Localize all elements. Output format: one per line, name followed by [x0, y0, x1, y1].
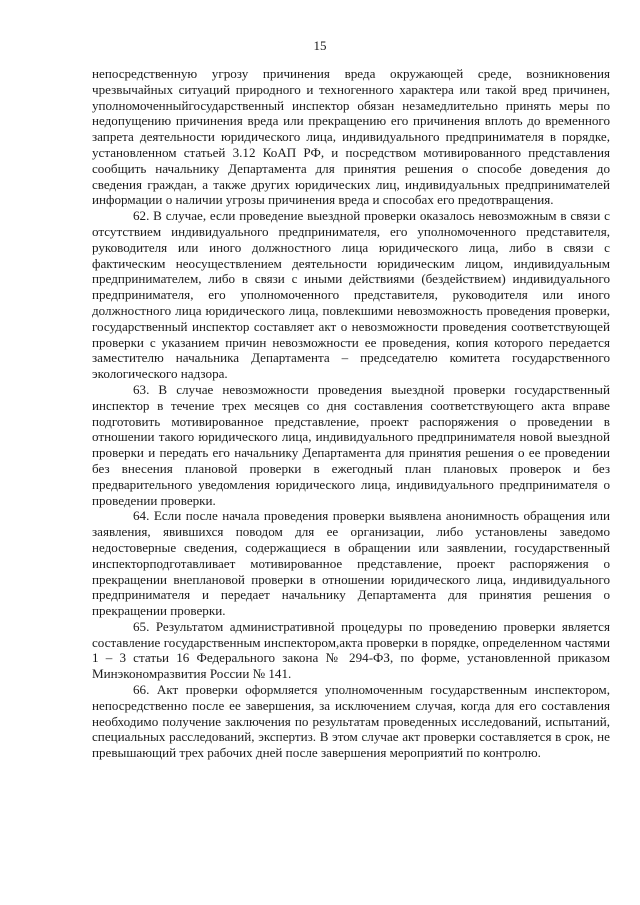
paragraph-66: 66. Акт проверки оформляется уполномоченным государственным инспектором, непосредственно после ее завершения, за исключением случая, когда для его составления необходимо получение заключения по результатам проведенных исследований, испытаний, специальных расследований, экспертиз. В этом случае акт проверки составляется в срок, не превышающий трех рабочих дней после завершения мероприятий по контролю. — [92, 682, 610, 761]
paragraph-62: 62. В случае, если проведение выездной проверки оказалось невозможным в связи с отсутствием индивидуального предпринимателя, его уполномоченного представителя, руководителя или иного должностного лица юридического лица, либо в связи с фактическим неосуществлением деятельности юридическим лицом, индивидуальным предпринимателем, либо в связи с иными действиями (бездействием) индивидуального предпринимателя, его уполномоченного представителя, руководителя или иного должностного лица юридического лица, повлекшими невозможность проведения проверки, государственный инспектор составляет акт о невозможности проведения соответствующей проверки с указанием причин невозможности ее проведения, копия которого передается заместителю начальника Департамента – председателю комитета государственного экологического надзора. — [92, 208, 610, 382]
paragraph-64: 64. Если после начала проведения проверки выявлена анонимность обращения или заявления, явившихся поводом для ее организации, либо установлены заведомо недостоверные сведения, содержащиеся в обращении или заявлении, государственный инспекторподготавливает мотивированное представление, проект распоряжения о прекращении внеплановой проверки в отношении юридического лица, индивидуального предпринимателя и передает начальнику Департамента для принятия решения о прекращении проверки. — [92, 508, 610, 619]
page-number: 15 — [313, 38, 327, 53]
paragraph-65: 65. Результатом административной процедуры по проведению проверки является составление государственным инспектором,акта проверки в порядке, определенном частями 1 – 3 статьи 16 Федерального закона № 294-ФЗ, по форме, установленной приказом Минэкономразвития России № 141. — [92, 618, 610, 682]
document-body — [92, 66, 610, 761]
paragraph-continuation: непосредственную угрозу причинения вреда окружающей среде, возникновения чрезвычайных ситуаций природного и техногенного характера или такой вред причинен, уполномоченныйгосударственный инспектор обязан незамедлительно принять меры по недопущению причинения вреда или прекращению его причинения вплоть до временного запрета деятельности юридического лица, индивидуального предпринимателя в порядке, установленном статьей 3.12 КоАП РФ, и посредством мотивированного представления сообщить начальнику Департамента для принятия решения о способе доведения до сведения граждан, а также других юридических лиц, индивидуальных предпринимателей информации о наличии угрозы причинения вреда и способах его предотвращения. — [92, 66, 610, 208]
paragraph-63: 63. В случае невозможности проведения выездной проверки государственный инспектор в течение трех месяцев со дня составления соответствующего акта вправе подготовить мотивированное представление, проект распоряжения о проведении в отношении такого юридического лица, индивидуального предпринимателя новой выездной проверки и передать его начальнику Департамента для принятия решения о ее проведении без внесения плановой проверки в ежегодный план плановых проверок и без предварительного уведомления юридического лица, индивидуального предпринимателя о проведении проверки. — [92, 381, 610, 508]
